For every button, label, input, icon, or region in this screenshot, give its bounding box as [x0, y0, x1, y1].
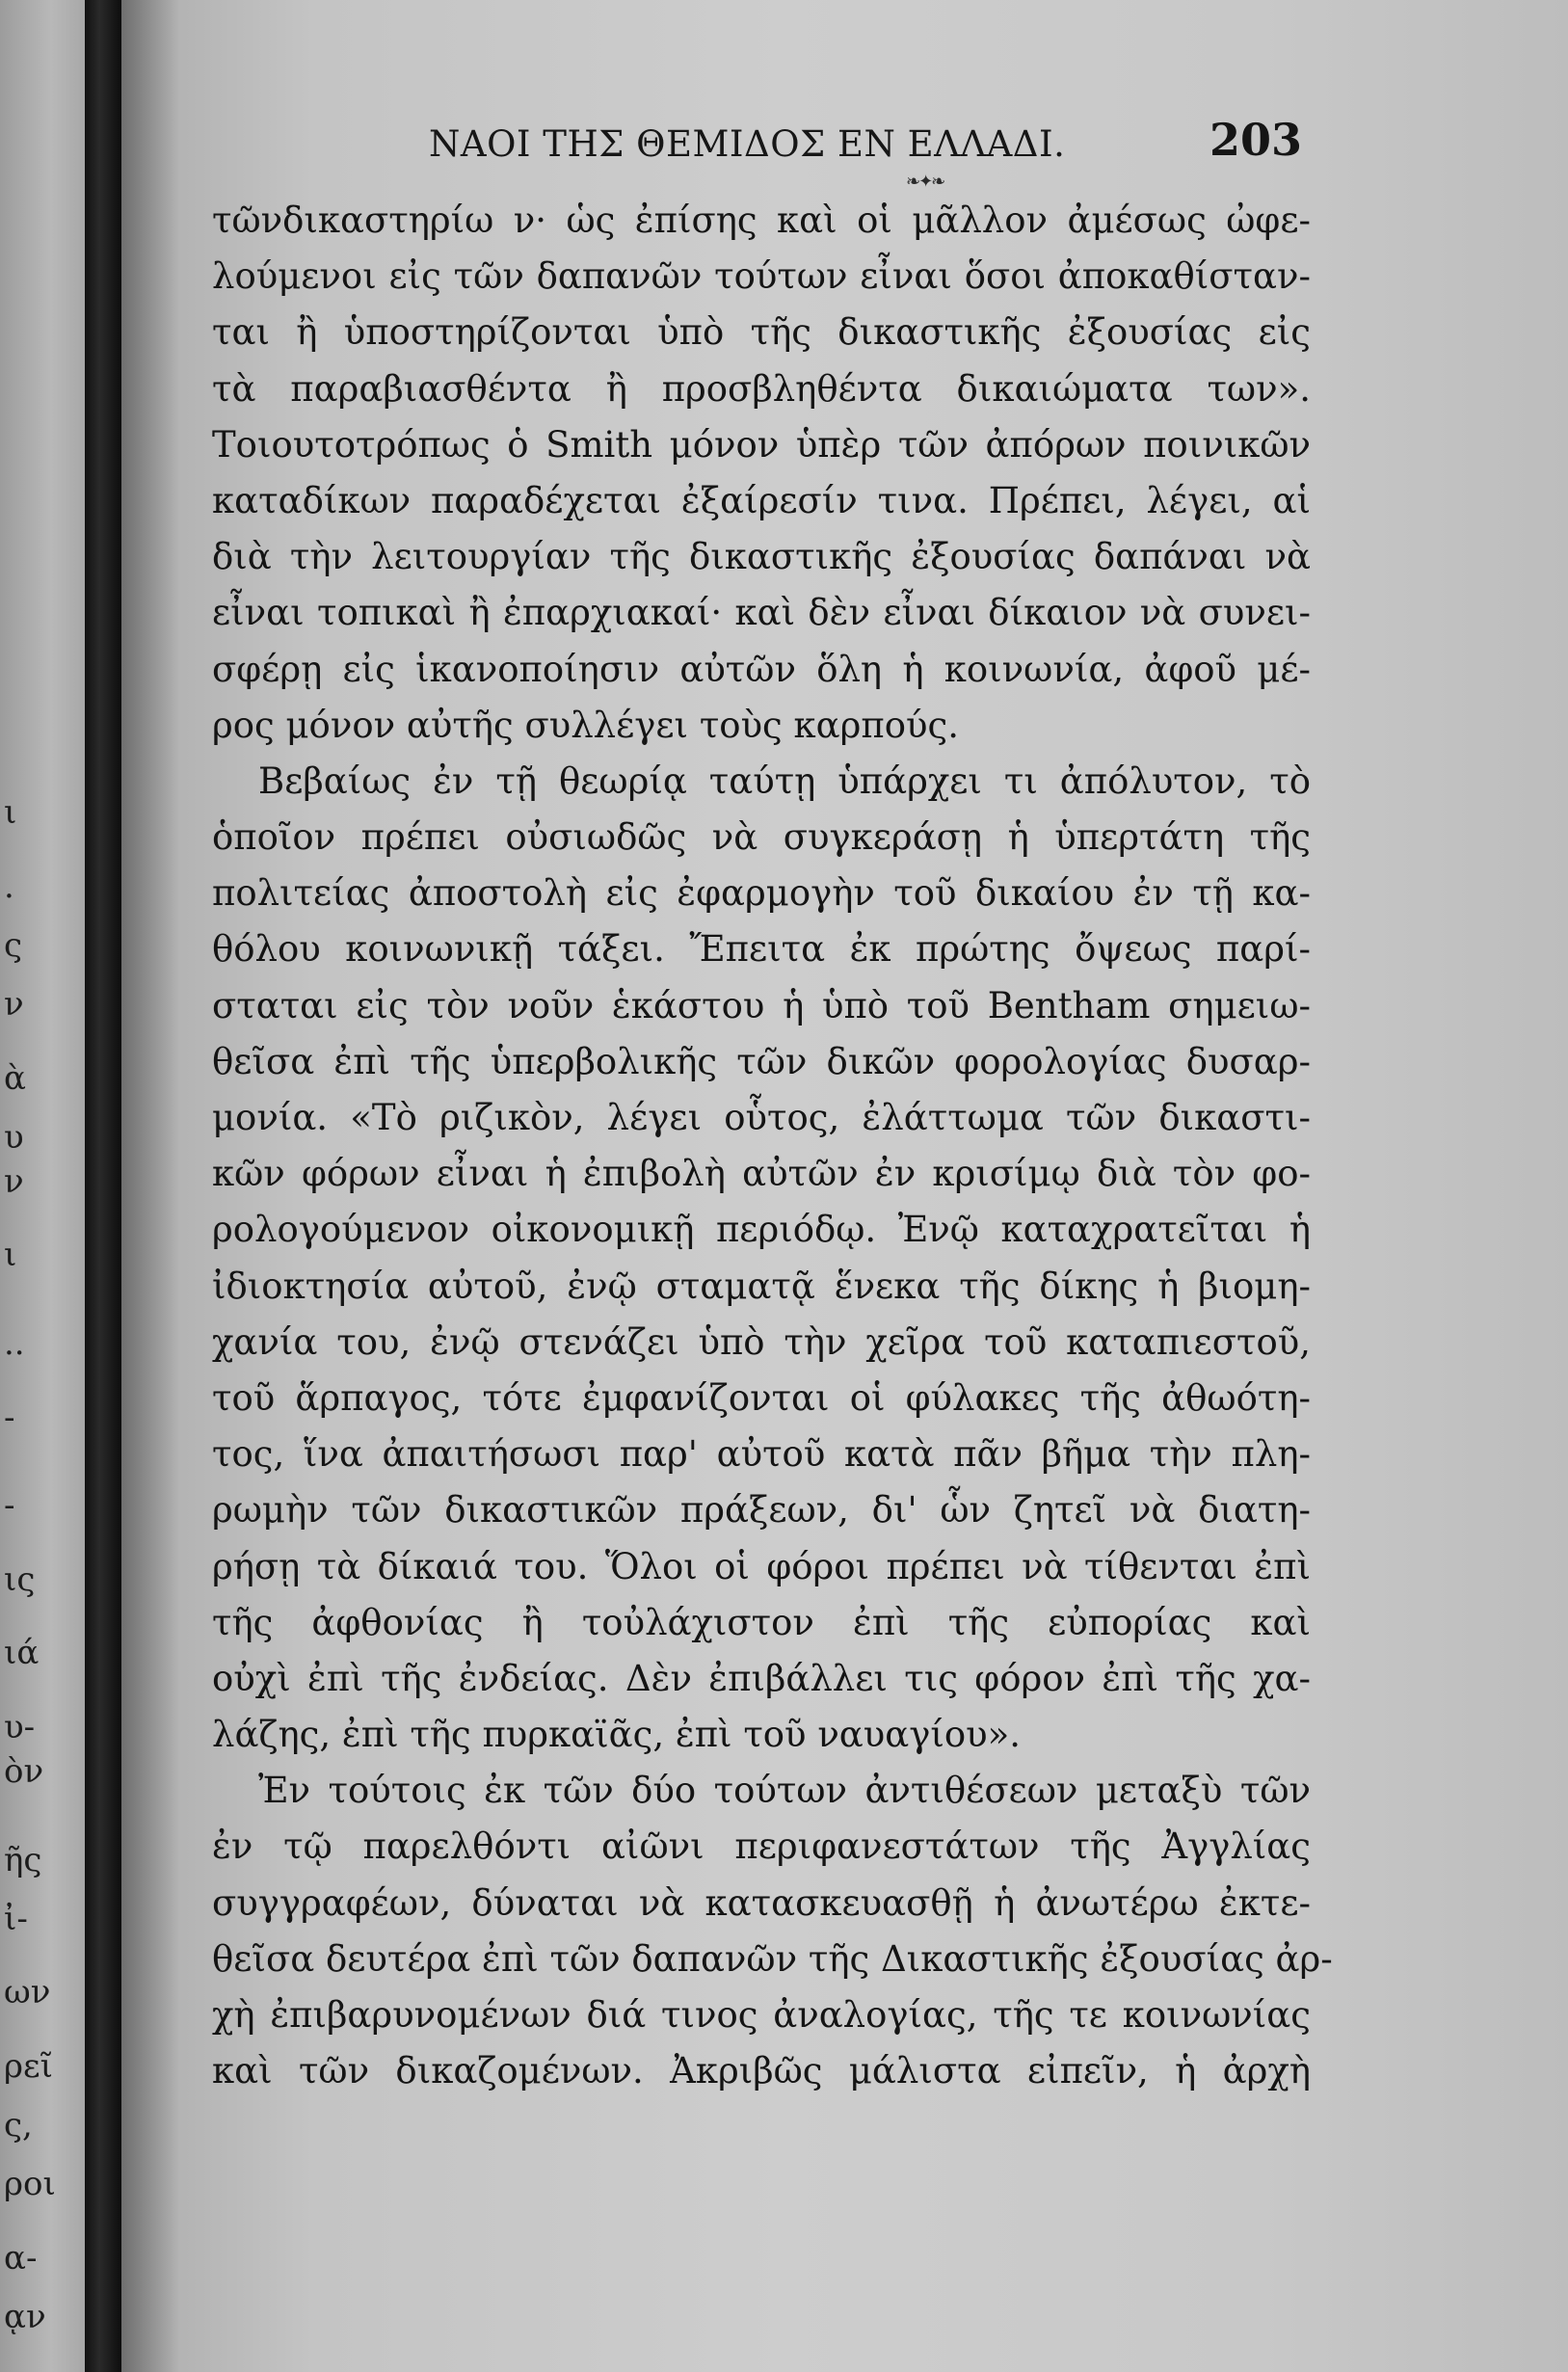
facing-page-fragment: ᾳν [4, 2297, 46, 2336]
facing-page-fragment: α- [4, 2238, 38, 2278]
text-line: σταται εἰς τὸν νοῦν ἑκάστου ἡ ὑπὸ τοῦ Bentham σημειω- [212, 984, 1311, 1026]
text-line: ται ἢ ὑποστηρίζονται ὑπὸ τῆς δικαστικῆς ἐξουσίας εἰς [212, 311, 1311, 354]
facing-page-fragment: υ [4, 1117, 24, 1157]
facing-page-fragment: ων [4, 1973, 51, 2012]
facing-page-fragment: . [4, 866, 14, 906]
text-line: Βεβαίως ἐν τῇ θεωρίᾳ ταύτῃ ὑπάρχει τι ἀπόλυτον, τὸ [258, 760, 1311, 802]
facing-page-fragment: ῆς [4, 1840, 42, 1879]
text-line: θεῖσα ἐπὶ τῆς ὑπερβολικῆς τῶν δικῶν φορολογίας δυσαρ- [212, 1040, 1311, 1082]
facing-page-fragment: .. [4, 1324, 25, 1363]
text-line: καταδίκων παραδέχεται ἐξαίρεσίν τινα. Πρέπει, λέγει, αἱ [212, 479, 1311, 521]
text-line: εἶναι τοπικαὶ ἢ ἐπαρχιακαί· καὶ δὲν εἶναι δίκαιον νὰ συνει- [212, 592, 1311, 634]
text-line: χὴ ἐπιβαρυνομένων διά τινος ἀναλογίας, τῆς τε κοινωνίας [212, 1994, 1311, 2036]
text-line: ρος μόνον αὐτῆς συλλέγει τοὺς καρπούς. [212, 704, 959, 746]
text-line: καὶ τῶν δικαζομένων. Ἀκριβῶς μάλιστα εἰπεῖν, ἡ ἀρχὴ [212, 2050, 1311, 2092]
facing-page-fragment: - [4, 1398, 15, 1437]
facing-page-fragment: ιά [4, 1634, 40, 1673]
facing-page-fragment: ρεῖ [4, 2046, 53, 2086]
text-line: λάζης, ἐπὶ τῆς πυρκαϊᾶς, ἐπὶ τοῦ ναυαγίου». [212, 1714, 1022, 1756]
facing-page-fragment: ς, [4, 2105, 33, 2145]
text-line: ὁποῖον πρέπει οὐσιωδῶς νὰ συγκεράσῃ ἡ ὑπερτάτη τῆς [212, 816, 1311, 859]
text-line: τοῦ ἅρπαγος, τότε ἐμφανίζονται οἱ φύλακες τῆς ἀθωότη- [212, 1376, 1311, 1419]
running-head: ΝΑΟΙ ΤΗΣ ΘΕΜΙΔΟΣ ΕΝ ΕΛΛΑΔΙ. [429, 123, 1066, 165]
text-line: ρολογούμενον οἰκονομικῇ περιόδῳ. Ἐνῷ καταχρατεῖται ἡ [212, 1209, 1311, 1251]
facing-page-fragment: ὰ [4, 1058, 26, 1098]
text-line: ἰδιοκτησία αὐτοῦ, ἐνῷ σταματᾷ ἕνεκα τῆς δίκης ἡ βιομη- [212, 1265, 1311, 1307]
text-line: τος, ἵνα ἀπαιτήσωσι παρ' αὐτοῦ κατὰ πᾶν βῆμα τὴν πλη- [212, 1433, 1311, 1476]
facing-page-fragment: ὸν [4, 1751, 44, 1791]
text-line: ρωμὴν τῶν δικαστικῶν πράξεων, δι' ὧν ζητεῖ νὰ διατη- [212, 1489, 1311, 1532]
text-line: κῶν φόρων εἶναι ἡ ἐπιβολὴ αὐτῶν ἐν κρισίμῳ διὰ τὸν φο- [212, 1153, 1311, 1195]
text-line: λούμενοι εἰς τῶν δαπανῶν τούτων εἶναι ὅσοι ἀποκαθίσταν- [212, 255, 1311, 298]
text-line: διὰ τὴν λειτουργίαν τῆς δικαστικῆς ἐξουσίας δαπάναι νὰ [212, 536, 1311, 578]
text-line: Τοιουτοτρόπως ὁ Smith μόνον ὑπὲρ τῶν ἀπόρων ποινικῶν [212, 423, 1311, 466]
body-text [212, 193, 1333, 2099]
text-line: ρήσῃ τὰ δίκαιά του. Ὅλοι οἱ φόροι πρέπει νὰ τίθενται ἐπὶ [212, 1545, 1311, 1587]
text-line: μονία. «Τὸ ριζικὸν, λέγει οὗτος, ἐλάττωμα τῶν δικαστι- [212, 1097, 1311, 1138]
facing-page-fragment: ς [4, 925, 23, 965]
header-ornament: ❧✦❧ [906, 172, 944, 192]
text-line: θόλου κοινωνικῇ τάξει. Ἔπειτα ἐκ πρώτης ὄψεως παρί- [212, 928, 1311, 971]
facing-page-fragment: ι [4, 1236, 17, 1275]
facing-page-fragment: υ- [4, 1707, 36, 1746]
text-line: χανία του, ἐνῷ στενάζει ὑπὸ τὴν χεῖρα τοῦ καταπιεστοῦ, [212, 1320, 1311, 1363]
text-line: τῶνδικαστηρίω ν· ὡς ἐπίσης καὶ οἱ μᾶλλον ἀμέσως ὠφε- [212, 200, 1311, 241]
text-line: τὰ παραβιασθέντα ἢ προσβληθέντα δικαιώματα των». [212, 367, 1311, 410]
facing-page-edge [0, 0, 85, 2372]
text-line: συγγραφέων, δύναται νὰ κατασκευασθῇ ἡ ἀνωτέρω ἐκτε- [212, 1881, 1311, 1924]
page-number: 203 [1209, 114, 1303, 166]
text-line: τῆς ἀφθονίας ἢ τοὐλάχιστον ἐπὶ τῆς εὐπορίας καὶ [212, 1601, 1311, 1643]
gutter-shadow [121, 0, 179, 2372]
facing-page-fragment: ν [4, 1161, 24, 1201]
facing-page-fragment: ις [4, 1559, 36, 1599]
facing-page-fragment: ι [4, 793, 17, 833]
text-line: θεῖσα δευτέρα ἐπὶ τῶν δαπανῶν τῆς Δικαστικῆς ἐξουσίας ἀρ- [212, 1937, 1333, 1980]
text-line: σφέρῃ εἰς ἱκανοποίησιν αὐτῶν ὅλη ἡ κοινωνία, ἀφοῦ μέ- [212, 648, 1311, 690]
text-line: Ἐν τούτοις ἐκ τῶν δύο τούτων ἀντιθέσεων μεταξὺ τῶν [258, 1770, 1311, 1812]
text-line: ἐν τῷ παρελθόντι αἰῶνι περιφανεστάτων τῆς Ἀγγλίας [212, 1826, 1311, 1868]
facing-page-fragment: ἰ- [4, 1899, 28, 1938]
book-gutter [85, 0, 121, 2372]
text-line: πολιτείας ἀποστολὴ εἰς ἐφαρμογὴν τοῦ δικαίου ἐν τῇ κα- [212, 872, 1311, 915]
text-line: οὐχὶ ἐπὶ τῆς ἐνδείας. Δὲν ἐπιβάλλει τις φόρον ἐπὶ τῆς χα- [212, 1657, 1311, 1699]
facing-page-fragment: ροι [4, 2165, 56, 2204]
facing-page-fragment: - [4, 1486, 15, 1526]
facing-page-fragment: ν [4, 985, 24, 1025]
